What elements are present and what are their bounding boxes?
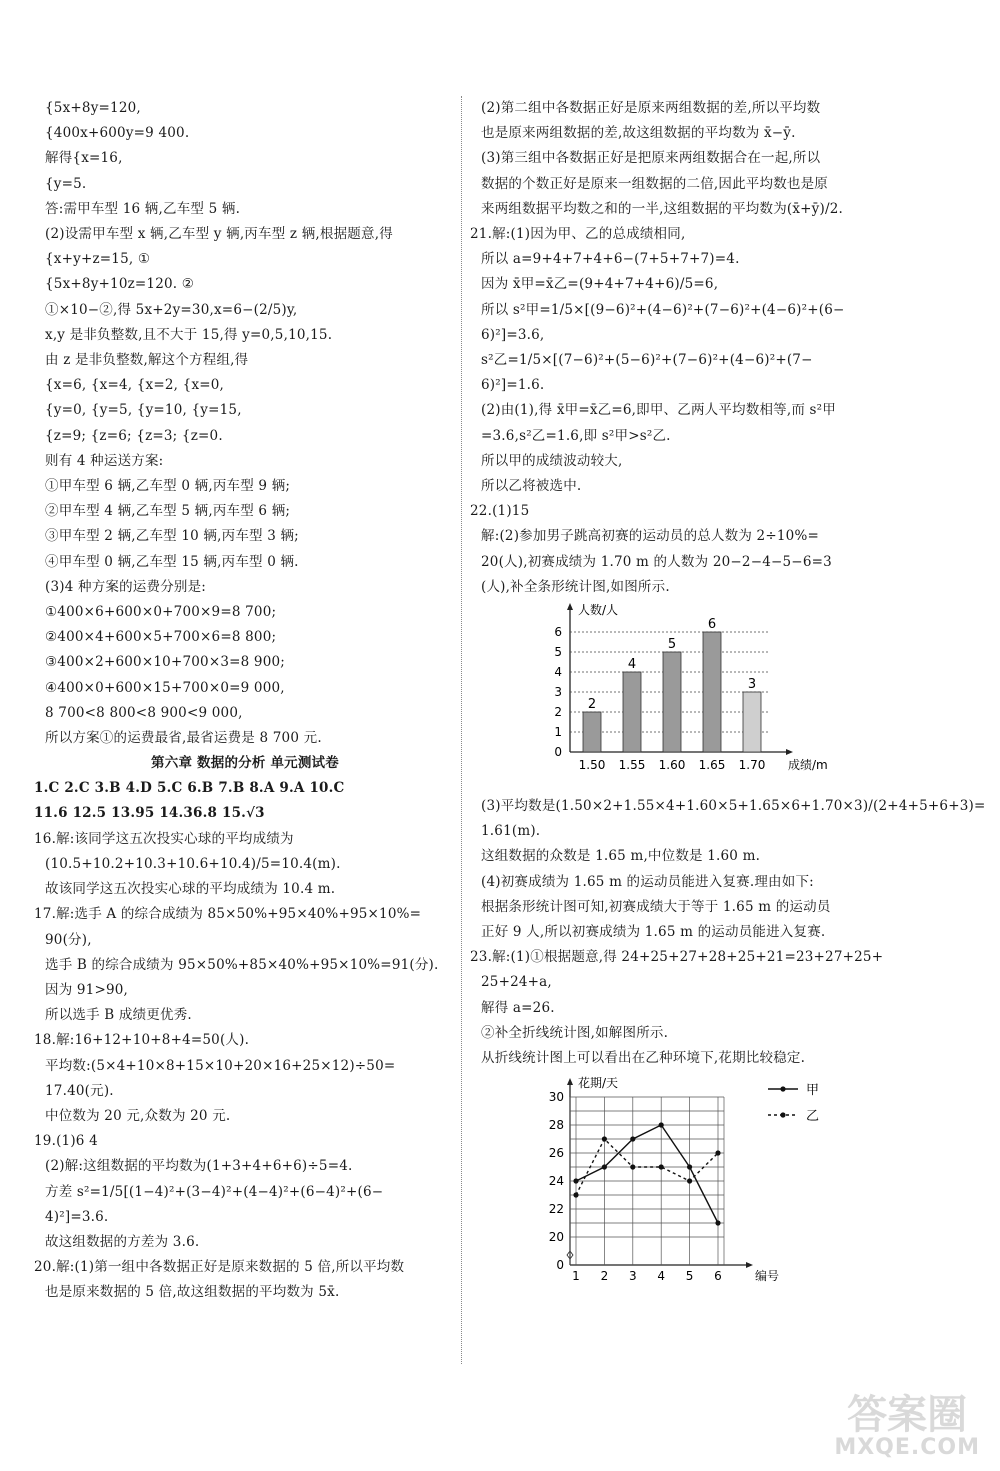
left-line: 由 z 是非负整数,解这个方程组,得 bbox=[45, 352, 249, 369]
left-line: 17.40(元). bbox=[45, 1082, 114, 1099]
origin-label: 0 bbox=[556, 1258, 564, 1273]
left-line: 所以选手 B 成绩更优秀. bbox=[45, 1007, 192, 1024]
right-top-line: 22.(1)15 bbox=[470, 503, 530, 520]
y-tick-label: 6 bbox=[554, 625, 562, 640]
left-line: 17.解:选手 A 的综合成绩为 85×50%+95×40%+95×10%= bbox=[34, 906, 422, 923]
left-line: 18.解:16+12+10+8+4=50(人). bbox=[34, 1032, 250, 1049]
legend-marker bbox=[780, 1113, 785, 1118]
left-line: ④甲车型 0 辆,乙车型 15 辆,丙车型 0 辆. bbox=[45, 553, 299, 570]
bar bbox=[583, 712, 601, 752]
data-point bbox=[659, 1165, 664, 1170]
x-tick-label: 1.55 bbox=[618, 758, 646, 773]
y-tick-label: 28 bbox=[548, 1118, 564, 1133]
left-line: 1.C 2.C 3.B 4.D 5.C 6.B 7.B 8.A 9.A 10.C bbox=[34, 780, 345, 797]
data-point bbox=[573, 1193, 578, 1198]
left-line: 平均数:(5×4+10×8+15×10+20×16+25×12)÷50= bbox=[45, 1057, 396, 1074]
left-line: ①×10−②,得 5x+2y=30,x=6−(2/5)y, bbox=[45, 301, 298, 318]
right-top-line: (人),补全条形统计图,如图所示. bbox=[481, 578, 670, 595]
y-tick-label: 5 bbox=[554, 645, 562, 660]
left-line: {5x+8y=120, bbox=[45, 100, 141, 116]
left-line: {x=6, {x=4, {x=2, {x=0, bbox=[45, 377, 225, 394]
y-tick-label: 30 bbox=[548, 1090, 564, 1105]
bar bbox=[743, 692, 761, 752]
right-top-line: 20(人),初赛成绩为 1.70 m 的人数为 20−2−4−5−6=3 bbox=[481, 553, 832, 570]
left-line: {x+y+z=15, ① bbox=[45, 251, 151, 268]
bar bbox=[623, 672, 641, 752]
left-line: ③400×2+600×10+700×3=8 900; bbox=[45, 654, 286, 671]
left-line: 选手 B 的综合成绩为 95×50%+85×40%+95×10%=91(分). bbox=[45, 956, 439, 973]
data-point bbox=[573, 1179, 578, 1184]
legend-marker bbox=[780, 1087, 785, 1092]
y-axis-label: 花期/天 bbox=[578, 1076, 619, 1091]
y-tick-label: 0 bbox=[554, 745, 562, 760]
line-chart bbox=[540, 1075, 870, 1295]
left-line: x,y 是非负整数,且不大于 15,得 y=0,5,10,15. bbox=[45, 326, 333, 343]
left-line: 19.(1)6 4 bbox=[34, 1133, 98, 1150]
right-top-line: 6)²]=1.6. bbox=[481, 377, 545, 394]
right-top-line: 所以 s²甲=1/5×[(9−6)²+(4−6)²+(7−6)²+(4−6)²+(6− bbox=[481, 301, 845, 318]
column-divider bbox=[461, 96, 462, 1364]
left-line: {y=0, {y=5, {y=10, {y=15, bbox=[45, 402, 242, 419]
left-line: {z=9; {z=6; {z=3; {z=0. bbox=[45, 427, 223, 444]
x-tick-label: 4 bbox=[657, 1269, 666, 1284]
data-point bbox=[602, 1137, 607, 1142]
left-line: 则有 4 种运送方案: bbox=[45, 452, 164, 469]
right-top-line: 21.解:(1)因为甲、乙的总成绩相同, bbox=[470, 226, 686, 243]
left-line: 因为 91>90, bbox=[45, 981, 129, 998]
y-tick-label: 20 bbox=[548, 1230, 564, 1245]
data-point bbox=[630, 1165, 635, 1170]
left-line: 答:需甲车型 16 辆,乙车型 5 辆. bbox=[45, 200, 241, 217]
left-line: ①甲车型 6 辆,乙车型 0 辆,丙车型 9 辆; bbox=[45, 478, 291, 495]
series-line-jia bbox=[576, 1125, 718, 1223]
left-line: ①400×6+600×0+700×9=8 700; bbox=[45, 604, 277, 621]
right-mid-line: 25+24+a, bbox=[481, 974, 552, 991]
right-top-line: 所以甲的成绩波动较大, bbox=[481, 452, 623, 469]
bar bbox=[663, 652, 681, 752]
right-top-line: 数据的个数正好是原来一组数据的二倍,因此平均数也是原 bbox=[481, 175, 828, 192]
left-line: 解得{x=16, bbox=[45, 150, 123, 167]
left-column bbox=[34, 96, 456, 1306]
right-mid-line: 1.61(m). bbox=[481, 823, 541, 840]
left-line: (10.5+10.2+10.3+10.6+10.4)/5=10.4(m). bbox=[45, 855, 341, 872]
right-mid-text bbox=[470, 794, 986, 1071]
left-line: 中位数为 20 元,众数为 20 元. bbox=[45, 1107, 231, 1124]
right-mid-line: ②补全折线统计图,如解图所示. bbox=[481, 1024, 669, 1041]
data-point bbox=[630, 1137, 635, 1142]
left-line: (3)4 种方案的运费分别是: bbox=[45, 578, 207, 595]
x-tick-label: 1.50 bbox=[578, 758, 606, 773]
right-top-line: 因为 x̄甲=x̄乙=(9+4+7+4+6)/5=6, bbox=[481, 276, 719, 293]
right-top-line: (2)第二组中各数据正好是原来两组数据的差,所以平均数 bbox=[481, 100, 821, 116]
left-line: {5x+8y+10z=120. ② bbox=[45, 276, 195, 293]
data-point bbox=[687, 1165, 692, 1170]
data-point bbox=[715, 1221, 720, 1226]
right-top-line: (3)第三组中各数据正好是把原来两组数据合在一起,所以 bbox=[481, 150, 821, 167]
bar-data-label: 3 bbox=[747, 677, 757, 693]
left-line: 8 700<8 800<8 900<9 000, bbox=[45, 704, 243, 721]
left-line: (2)设需甲车型 x 辆,乙车型 y 辆,丙车型 z 辆,根据题意,得 bbox=[45, 226, 393, 243]
left-line: ④400×0+600×15+700×0=9 000, bbox=[45, 679, 285, 696]
y-tick-label: 2 bbox=[554, 705, 562, 720]
right-top-line: =3.6,s²乙=1.6,即 s²甲>s²乙. bbox=[481, 427, 671, 444]
y-tick-label: 26 bbox=[548, 1146, 564, 1161]
y-tick-label: 24 bbox=[548, 1174, 564, 1189]
right-top-text bbox=[470, 96, 910, 600]
x-axis-label: 编号 bbox=[755, 1269, 780, 1284]
watermark-bottom: MXQE.COM bbox=[834, 1434, 980, 1460]
data-point bbox=[687, 1179, 692, 1184]
right-top-line: (2)由(1),得 x̄甲=x̄乙=6,即甲、乙两人平均数相等,而 s²甲 bbox=[481, 402, 836, 419]
x-tick-label: 5 bbox=[685, 1269, 694, 1284]
right-column bbox=[470, 96, 986, 1295]
right-top-line: 解:(2)参加男子跳高初赛的运动员的总人数为 2÷10%= bbox=[481, 528, 819, 545]
legend-label: 乙 bbox=[806, 1109, 820, 1125]
right-mid-line: 解得 a=26. bbox=[481, 999, 555, 1016]
y-axis-arrow bbox=[567, 603, 573, 610]
right-mid-line: 23.解:(1)①根据题意,得 24+25+27+28+25+21=23+27+25+ bbox=[470, 949, 884, 966]
bar bbox=[703, 632, 721, 752]
y-axis-label: 人数/人 bbox=[578, 603, 619, 618]
left-line: 也是原来数据的 5 倍,故这组数据的平均数为 5x̄. bbox=[45, 1284, 340, 1301]
left-line: 第六章 数据的分析 单元测试卷 bbox=[151, 755, 339, 772]
right-top-line: s²乙=1/5×[(7−6)²+(5−6)²+(7−6)²+(4−6)²+(7− bbox=[481, 352, 813, 369]
x-tick-label: 1.70 bbox=[738, 758, 766, 773]
left-line: 故这组数据的方差为 3.6. bbox=[45, 1233, 200, 1250]
left-line: 20.解:(1)第一组中各数据正好是原来数据的 5 倍,所以平均数 bbox=[34, 1259, 405, 1276]
right-mid-line: (3)平均数是(1.50×2+1.55×4+1.60×5+1.65×6+1.70×3)/(2+4+5+6+3)= bbox=[481, 798, 986, 815]
bar-data-label: 6 bbox=[707, 617, 717, 633]
left-line: 90(分), bbox=[45, 931, 92, 948]
x-axis-arrow bbox=[746, 1262, 753, 1268]
x-tick-label: 2 bbox=[600, 1269, 609, 1284]
right-mid-line: (4)初赛成绩为 1.65 m 的运动员能进入复赛.理由如下: bbox=[481, 873, 814, 890]
left-line: 故该同学这五次投实心球的平均成绩为 10.4 m. bbox=[45, 881, 336, 898]
left-line: ②甲车型 4 辆,乙车型 5 辆,丙车型 6 辆; bbox=[45, 503, 291, 520]
right-mid-line: 从折线统计图上可以看出在乙种环境下,花期比较稳定. bbox=[481, 1050, 806, 1067]
right-mid-line: 正好 9 人,所以初赛成绩为 1.65 m 的运动员能进入复赛. bbox=[481, 924, 826, 941]
y-tick-label: 4 bbox=[554, 665, 562, 680]
left-line: 4)²]=3.6. bbox=[45, 1208, 109, 1225]
x-axis-arrow bbox=[786, 749, 793, 755]
left-line: 所以方案①的运费最省,最省运费是 8 700 元. bbox=[45, 730, 322, 747]
right-mid-line: 这组数据的众数是 1.65 m,中位数是 1.60 m. bbox=[481, 848, 761, 865]
legend-label: 甲 bbox=[806, 1083, 820, 1099]
bar-data-label: 4 bbox=[627, 657, 637, 673]
left-line: (2)解:这组数据的平均数为(1+3+4+6+6)÷5=4. bbox=[45, 1158, 353, 1175]
data-point bbox=[602, 1165, 607, 1170]
bar-data-label: 2 bbox=[587, 697, 597, 713]
left-line: 方差 s²=1/5[(1−4)²+(3−4)²+(4−4)²+(6−4)²+(6− bbox=[45, 1183, 384, 1200]
x-tick-label: 1.65 bbox=[698, 758, 726, 773]
right-top-line: 也是原来两组数据的差,故这组数据的平均数为 x̄−ȳ. bbox=[481, 125, 796, 142]
left-line: ②400×4+600×5+700×6=8 800; bbox=[45, 629, 277, 646]
left-line: {400x+600y=9 400. bbox=[45, 125, 190, 142]
x-tick-label: 1.60 bbox=[658, 758, 686, 773]
data-point bbox=[715, 1151, 720, 1156]
x-tick-label: 3 bbox=[628, 1269, 637, 1284]
right-top-line: 6)²]=3.6, bbox=[481, 326, 545, 343]
left-line: 16.解:该同学这五次投实心球的平均成绩为 bbox=[34, 830, 294, 847]
x-tick-label: 6 bbox=[714, 1269, 722, 1284]
y-axis-arrow bbox=[567, 1078, 573, 1085]
watermark bbox=[834, 1391, 980, 1460]
x-tick-label: 1 bbox=[572, 1269, 580, 1284]
left-line: 11.6 12.5 13.95 14.36.8 15.√3 bbox=[34, 805, 265, 822]
bar-chart bbox=[540, 602, 870, 792]
x-axis-label: 成绩/m bbox=[788, 758, 828, 773]
right-top-line: 来两组数据平均数之和的一半,这组数据的平均数为(x̄+ȳ)/2. bbox=[481, 200, 844, 217]
right-top-line: 所以乙将被选中. bbox=[481, 478, 582, 495]
left-line: ③甲车型 2 辆,乙车型 10 辆,丙车型 3 辆; bbox=[45, 528, 299, 545]
watermark-top: 答案圈 bbox=[847, 1391, 968, 1438]
data-point bbox=[659, 1123, 664, 1128]
bar-data-label: 5 bbox=[667, 637, 677, 653]
y-tick-label: 22 bbox=[548, 1202, 564, 1217]
right-mid-line: 根据条形统计图可知,初赛成绩大于等于 1.65 m 的运动员 bbox=[481, 898, 831, 915]
y-tick-label: 3 bbox=[554, 685, 562, 700]
left-line: {y=5. bbox=[45, 175, 87, 192]
right-top-line: 所以 a=9+4+7+4+6−(7+5+7+7)=4. bbox=[481, 251, 740, 268]
y-tick-label: 1 bbox=[554, 725, 562, 740]
